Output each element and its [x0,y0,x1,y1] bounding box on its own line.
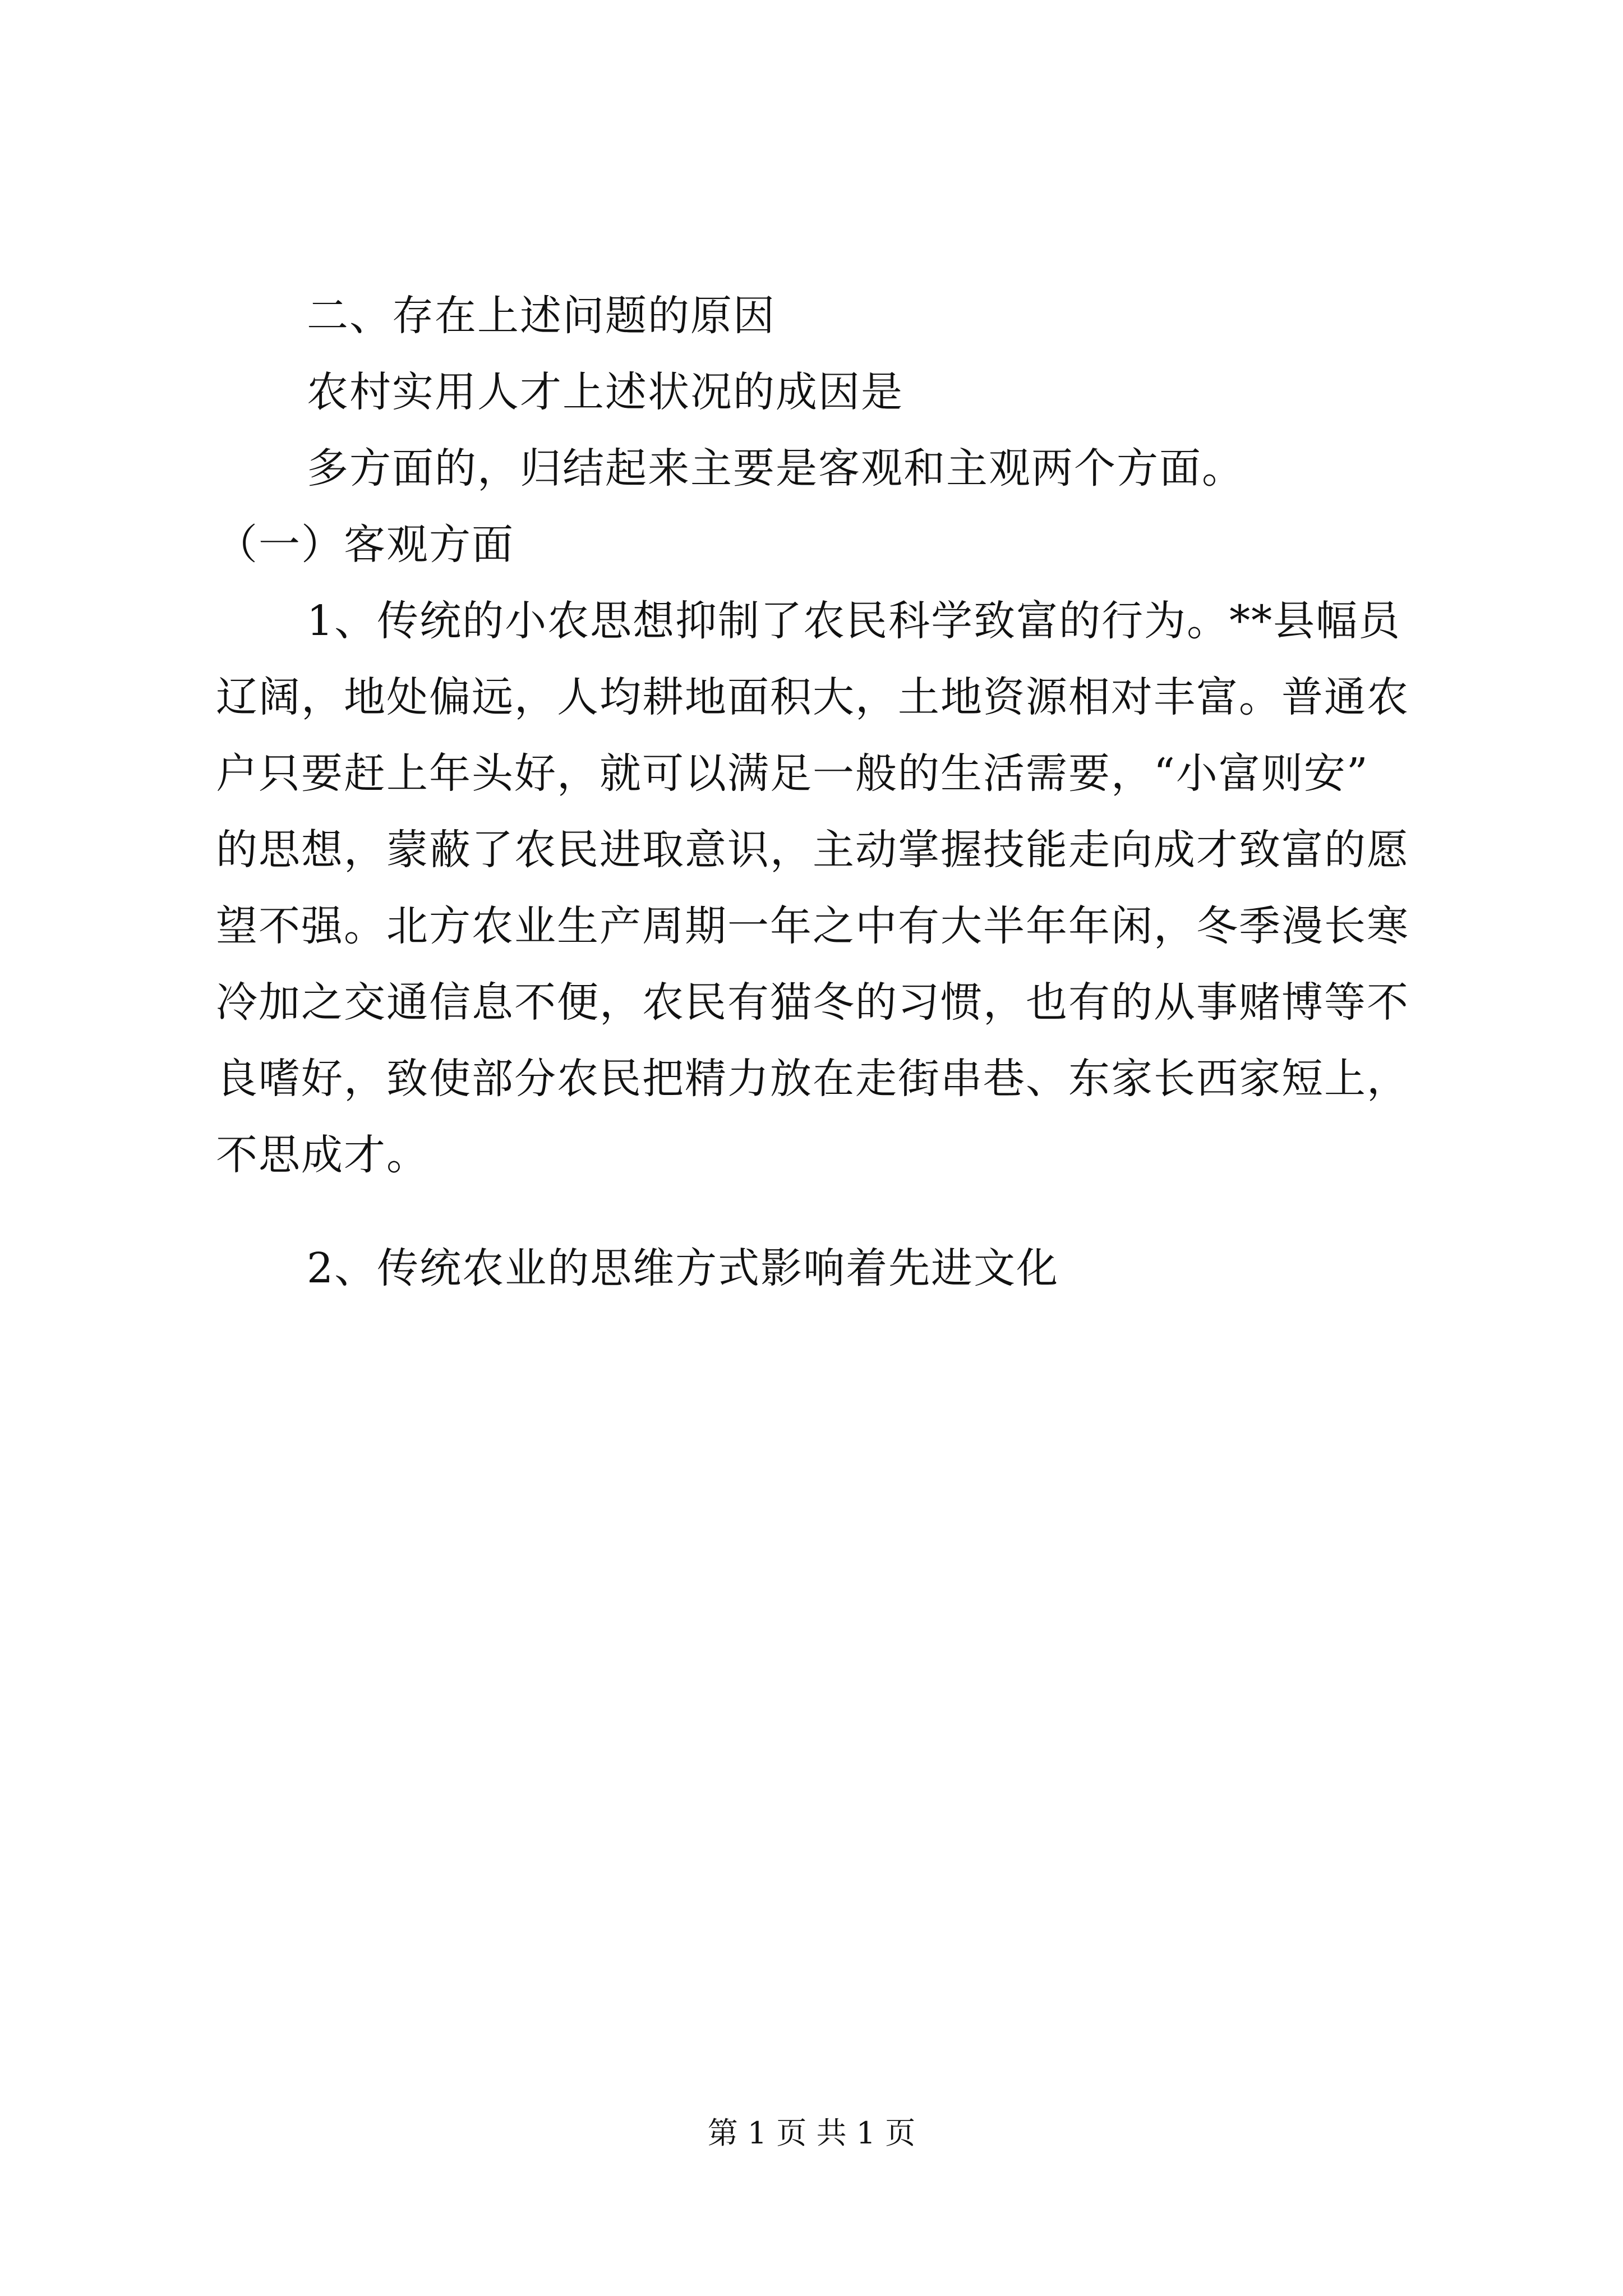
paragraph-line: 多方面的，归结起来主要是客观和主观两个方面。 [307,444,1244,493]
paragraph-line: 辽阔，地处偏远，人均耕地面积大，土地资源相对丰富。普通农 [216,673,1409,721]
paragraph-line: 1、传统的小农思想抑制了农民科学致富的行为。**县幅员 [307,597,1401,645]
document-body [216,291,1416,1319]
paragraph-line: 2、传统农业的思维方式影响着先进文化 [307,1244,1059,1292]
paragraph-line: 不思成才。 [216,1131,429,1179]
page-footer: 第 1 页 共 1 页 [707,2115,916,2151]
paragraph-line: 冷加之交通信息不便，农民有猫冬的习惯，也有的从事赌博等不 [216,978,1409,1027]
paragraph-line: 望不强。北方农业生产周期一年之中有大半年年闲，冬季漫长寒 [216,902,1409,950]
paragraph-line: 户只要赶上年头好，就可以满足一般的生活需要，“小富则安” [216,749,1369,798]
section-heading: 二、存在上述问题的原因 [307,292,776,340]
subsection-heading: （一）客观方面 [216,521,514,569]
paragraph-line: 良嗜好，致使部分农民把精力放在走街串巷、东家长西家短上， [216,1055,1409,1103]
paragraph-line: 的思想，蒙蔽了农民进取意识，主动掌握技能走向成才致富的愿 [216,826,1409,874]
paragraph-line: 农村实用人才上述状况的成因是 [307,368,903,416]
